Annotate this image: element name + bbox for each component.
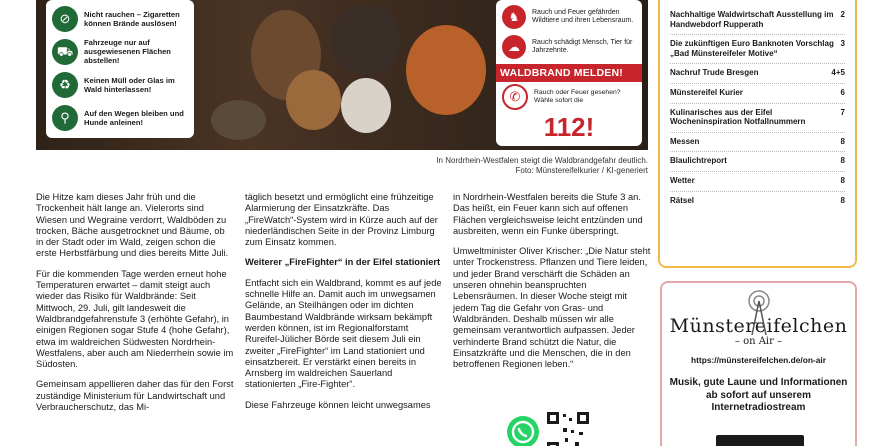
emergency-call: ✆ Rauch oder Feuer gesehen? Wähle sofort die [502,84,636,110]
hiker-dog-icon: ⚲ [52,105,78,131]
tip-no-smoking: ⊘ Nicht rauchen – Zigaretten können Brände auslösen! [52,2,188,35]
fox-shape [406,25,486,115]
paragraph: Gemeinsam appellieren daher das für den Forst zuständige Ministerium für Landwirtschaft und Verbraucherschutz, das Mi- [36,379,234,413]
image-caption [300,156,648,176]
tip-wildlife: ♞ Rauch und Feuer gefährden Wildtiere und ihren Lebensraum. [502,2,636,32]
toc-item[interactable]: Blaulichtreport 8 [670,152,845,172]
radio-advertisement [660,281,857,446]
paragraph: Umweltminister Oliver Krischer: „Die Natur steht unter Trockenstress. Pflanzen und Tiere leiden, und jeder Brand verschärft die Schäden an unseren ohnehin beanspruchten Lebensräumen. In dieser Woche steigt mit jedem Tag die Gefahr von Gras- und Waldbränden. Deshalb müssen wir alle gemeinsam verantwortlich aufpassen. Jeder verhinderte Brand schützt die Natur, die Einsatzkräfte und die Menschen, die in den betroffenen Regionen leben.“ [453,246,651,370]
paragraph: Entfacht sich ein Waldbrand, kommt es auf jede schnelle Hilfe an. Damit auch im unwegsamen Gelände, an Steilhängen oder im dichten Baumbestand Waldbrände wirksam bekämpft werden können, ist im Regionalforstamt Rureifel-Jülicher Börde seit diesem Juli ein zweiter „FireFighter“ im Land stationiert und einsatzbereit. Er verstärkt einen bereits in Arnsberg im waldreichen Sauerland stationierten „Fire-Fighter“. [245,277,442,390]
whatsapp-icon[interactable] [507,416,539,446]
report-fire-banner: WALDBRAND MELDEN! [496,64,642,82]
toc-item[interactable]: Messen 8 [670,133,845,153]
report-fire-card [496,0,642,146]
toc-item[interactable]: Rätsel 8 [670,195,845,205]
radio-badge [716,435,804,446]
phone-icon: ✆ [502,84,528,110]
paragraph: täglich besetzt und ermöglicht eine frühzeitige Alarmierung der Einsatzkräfte. Das „FireWatch“-System wird in Kürze auch auf der niederländischen Seite in der Provinz Limburg zum Einsatz kommen. [245,192,438,248]
paragraph: Die Hitze kam dieses Jahr früh und die Trockenheit hält lange an. Vielerorts sind Wiesen und Wegraine verdorrt, Waldböden zu trocken, Bäche ausgetrocknet und Bäume, ob in der Stadt oder im Wald, zeigen schon die erste Herbstfärbung und dies bereits Mitte Juli. [36,192,229,259]
tip-no-litter: ♻ Keinen Müll oder Glas im Wald hinterlassen! [52,68,188,101]
qr-code-icon[interactable] [545,410,591,446]
toc-item[interactable]: Kulinarisches aus der Eifel Wocheninspiration Notfallnummern 7 [670,104,845,133]
hedgehog-shape [211,100,266,140]
article-column-2 [245,192,443,420]
toc-item[interactable]: Die zukünftigen Euro Banknoten Vorschlag „Bad Münstereifeler Motive“ 3 [670,35,845,64]
deer-icon: ♞ [502,5,526,29]
radio-tower-icon [744,289,774,335]
section-heading: Weiterer „FireFighter“ in der Eifel stationiert [245,257,441,268]
radio-logo: Münstereifelchen [669,315,848,337]
caption-line-1: In Nordrhein-Westfalen steigt die Waldbrandgefahr deutlich. [436,156,648,165]
hero-image [36,0,648,150]
radio-description: Musik, gute Laune und Informationen ab sofort auf unserem Internetradiostream [669,377,848,413]
caption-credit: Foto: Münstereifelkurier / KI-generiert [515,166,648,175]
tip-smoke: ☁ Rauch schädigt Mensch, Tier für Jahrzehnte. [502,32,636,62]
emergency-number: 112! [543,112,595,142]
tip-parking: ⛟ Fahrzeuge nur auf ausgewiesenen Flächen abstellen! [52,35,188,68]
paragraph: Diese Fahrzeuge können leicht unwegsames [245,399,431,410]
toc-item[interactable]: Nachhaltige Waldwirtschaft Ausstellung im Handwebdorf Rupperath 2 [670,6,845,35]
article-column-3 [453,192,651,379]
table-of-contents [658,0,857,268]
no-smoking-icon: ⊘ [52,6,78,32]
toc-item[interactable]: Nachruf Trude Bresgen 4+5 [670,64,845,84]
tip-stay-on-path: ⚲ Auf den Wegen bleiben und Hunde anleinen! [52,101,188,134]
safety-tips-card [46,0,194,138]
article-column-1 [36,192,234,422]
badger-shape [341,78,391,133]
cloud-icon: ☁ [502,35,526,59]
radio-subtitle: – on Air – [734,336,783,347]
paragraph: Für die kommenden Tage werden erneut hohe Temperaturen erwartet – damit steigt auch wieder das Risiko für Waldbrände: Seit Mittwoch, 29. Juli, gilt landesweit die Waldbrandgefahrenstufe 3 (erhöhte Gefahr), in einigen Regionen sogar Stufe 4 (hohe Gefahr), etwa im waldreichen Südwesten Nordrhein-Westfalens, aber auch am Niederrhein sowie im Südosten. [36,268,234,370]
boar-shape [331,5,401,75]
paragraph: in Nordrhein-Westfalen bereits die Stufe 3 an. Das heißt, ein Feuer kann sich auf offenen Flächen vergleichsweise leicht entzünden und ausbreiten, wenn ein Funke überspringt. [453,192,643,236]
trash-icon: ♻ [52,72,78,98]
toc-item[interactable]: Wetter 8 [670,172,845,192]
toc-item[interactable]: Münstereifel Kurier 6 [670,84,845,104]
radio-url-link[interactable]: https://münstereifelchen.de/on-air [691,355,826,365]
fawn-shape [286,70,341,130]
car-icon: ⛟ [52,39,78,65]
